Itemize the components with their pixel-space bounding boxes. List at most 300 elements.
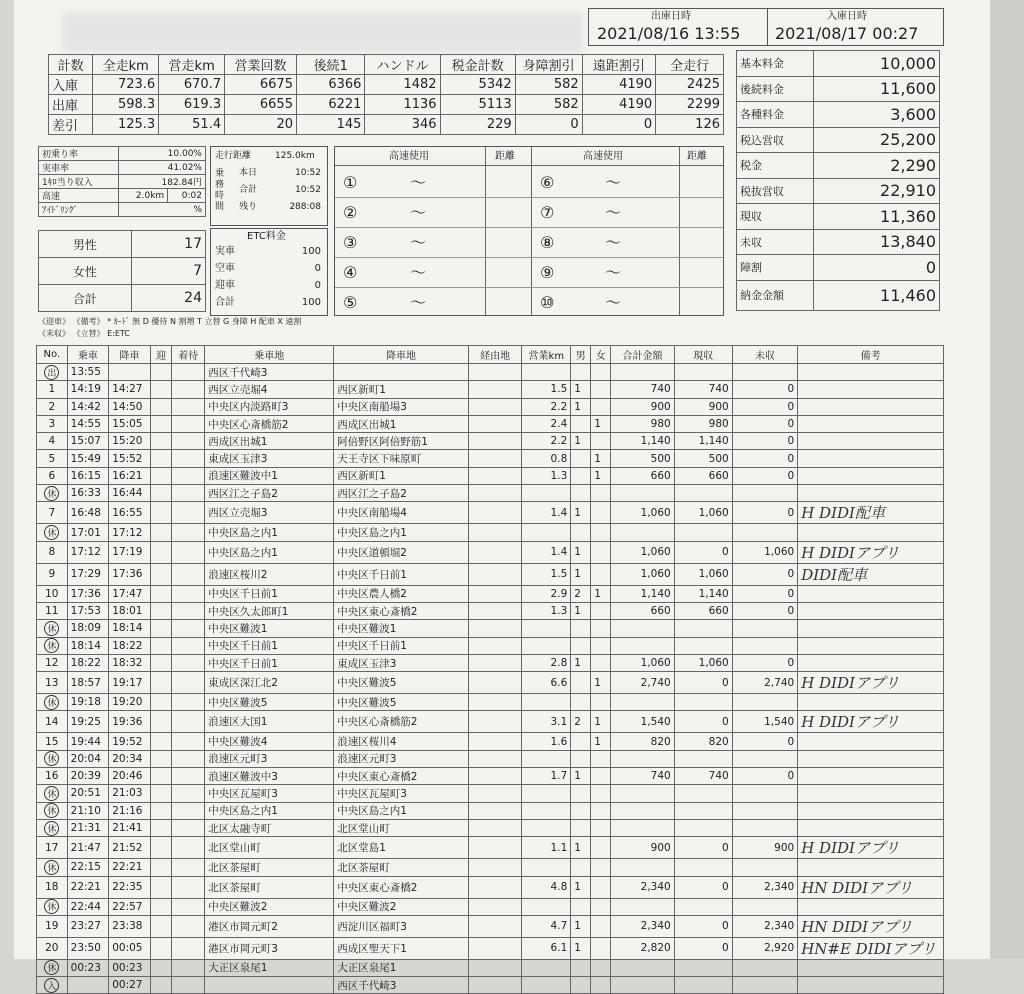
trip-cell: 17:29 [70,568,101,581]
trip-cell: 660 [708,469,729,482]
trip-cell: 13 [45,676,59,689]
trip-cell: 東成区玉津3 [208,453,268,466]
stats-cell: 1136 [365,95,440,115]
trip-cell: 18:57 [70,676,101,689]
trip-row [37,654,944,671]
trip-note: H DIDIアプリ [801,674,900,693]
trip-cell: 15:07 [70,435,101,448]
trip-cell: 中央区心斎橋筋2 [208,418,289,431]
trip-cell: 18:09 [70,622,101,635]
trip-cell: 21:52 [112,841,143,854]
trip-cell: 1 [574,920,581,933]
trip-cell: 2 [48,400,56,413]
trip-status-mark: 休 [44,821,59,836]
trip-cell: 00:23 [112,961,143,974]
trip-cell: 1,540 [764,715,795,728]
trip-row [37,433,944,450]
trip-cell: 1,140 [640,587,671,600]
trip-cell: 1,060 [764,546,795,559]
trip-cell: 1 [574,942,581,955]
drive-row-label: 本日 [239,168,258,178]
stats-cell: 582 [515,75,582,95]
trip-cell: 西区新町1 [337,470,386,483]
trip-cell: 740 [650,383,671,396]
trip-cell: 1 [594,587,601,600]
fee-value: 11,460 [814,280,940,310]
trip-cell: 2,740 [640,676,671,689]
trip-cell: 中央区難波2 [208,901,268,914]
stats-cell: 598.3 [93,95,159,115]
fee-label: 基本料金 [737,51,814,77]
trip-cell: 1 [594,676,601,689]
trip-cell: 中央区東心斎橋2 [337,605,418,618]
etc-box [210,228,328,316]
rate-cell: 実車率 [39,161,119,175]
trip-cell: 中央区島之内1 [208,546,278,559]
trip-cell: 中央区難波1 [337,622,397,635]
trip-cell: 21:41 [112,822,143,835]
trip-row [37,398,944,415]
trip-cell: 15:52 [112,452,143,465]
trip-cell: 17:36 [112,568,143,581]
stats-col-header: 全走km [93,55,159,75]
trip-cell: 1,140 [698,587,729,600]
trip-cell: 中央区東心斎橋2 [337,881,418,894]
drive-row-label: 残り [239,202,258,212]
trip-cell: 0 [787,735,795,748]
trip-cell: 中央区久太郎町1 [208,605,289,618]
trip-cell: 1,060 [698,506,729,519]
trip-cell: 22:35 [112,881,143,894]
highway-tilde: ～ [605,263,622,282]
stats-cell: 723.6 [93,75,159,95]
trip-cell: 2 [574,587,581,600]
trip-row [37,937,944,959]
passenger-count: 7 [131,258,205,285]
fee-value: 25,200 [814,127,940,153]
stats-col-header: 営走km [159,55,225,75]
hw-head-right: 高速使用 [583,151,623,162]
trip-cell: 740 [650,770,671,783]
stats-cell: 2425 [656,75,724,95]
trip-cell: 18 [45,881,59,894]
rate-cell: 41.02% [119,161,206,175]
trip-cell: 0 [787,383,795,396]
trip-cell: 浪速区桜川4 [337,736,397,749]
trip-col-header: 女 [591,346,611,364]
trip-cell: 6.6 [550,676,568,689]
trip-col-header: 降車 [109,346,151,364]
stats-cell: 1482 [365,75,440,95]
trip-cell: 16:33 [70,487,101,500]
trip-cell: 20:46 [112,770,143,783]
trip-cell: 16:44 [112,487,143,500]
trip-cell: 2 [574,715,581,728]
highway-tilde: ～ [410,173,427,192]
trip-cell: 中央区島之内1 [337,527,407,540]
trip-cell: 1,060 [640,546,671,559]
trip-cell: 1,140 [698,435,729,448]
trip-cell: 1 [48,383,56,396]
trip-cell: 2,340 [640,881,671,894]
trip-cell: 2,740 [764,676,795,689]
trip-row [37,859,944,876]
trip-cell: 22:15 [70,861,101,874]
trip-cell: 阿倍野区阿倍野筋1 [337,435,428,448]
trip-cell: 1.7 [550,770,568,783]
stats-cell: 6366 [296,75,364,95]
fee-value: 11,360 [814,204,940,230]
trip-cell: 0 [722,881,729,894]
trip-row [37,733,944,750]
trip-cell: 23:50 [70,942,101,955]
hw-head-left: 高速使用 [389,151,429,162]
trip-cell: 1 [574,657,581,669]
stats-col-header: 身障割引 [515,55,582,75]
trip-cell: 0.8 [550,452,568,465]
trip-row [37,672,944,694]
trip-cell: 4.8 [550,881,568,894]
fee-value: 0 [814,255,940,281]
trip-cell: 17:01 [70,526,101,539]
fee-label: 税金 [737,153,814,179]
trip-cell: 中央区心斎橋筋2 [337,716,418,729]
trip-cell: 西成区出城1 [208,435,268,448]
trip-row [37,819,944,836]
etc-row-value: 0 [314,263,321,274]
trip-note: HN DIDIアプリ [801,878,913,897]
trip-cell: 1 [594,418,601,431]
background-desk [990,0,1024,959]
trip-cell: 0 [722,841,729,854]
trip-note: DIDI配車 [801,565,868,584]
trip-cell: 21:31 [70,822,101,835]
trip-row [37,876,944,898]
trip-cell: 0 [787,435,795,448]
trip-cell: 16:21 [112,469,143,482]
drive-row-value: 10:52 [295,185,321,195]
trip-cell: 0 [722,546,729,559]
highway-slot-number: ① [343,173,358,192]
trip-cell: 1,140 [640,435,671,448]
fee-label: 後続料金 [737,76,814,102]
trip-cell: 7 [48,506,56,519]
trip-cell: 北区堂山町 [208,842,261,855]
trip-cell: 北区茶屋町 [208,881,261,894]
trip-cell: 22:21 [70,881,101,894]
stats-cell: 6655 [225,95,297,115]
stats-cell: 2299 [656,95,724,115]
trip-cell: 17:19 [112,546,143,559]
trips-table [36,345,944,994]
trip-col-header: 乗車地 [205,346,334,364]
trip-cell: 1 [574,435,581,448]
stats-cell: 6675 [225,75,297,95]
trip-note: H DIDIアプリ [801,839,900,858]
trip-col-header: 合計金額 [611,346,674,364]
trip-cell: 0 [787,587,795,600]
trip-cell: 18:22 [70,657,101,669]
stats-cell: 670.7 [159,75,225,95]
stats-col-header: 遠距割引 [582,55,656,75]
stats-cell: 619.3 [159,95,225,115]
trip-cell: 中央区南船場4 [337,507,407,520]
trip-status-mark: 休 [44,621,59,636]
trip-cell: 1 [574,881,581,894]
fee-value: 22,910 [814,178,940,204]
trip-note: HN DIDIアプリ [801,917,913,936]
trip-note: H DIDIアプリ [801,713,900,732]
trip-cell: 1 [594,735,601,748]
trip-cell: 20:04 [70,752,101,765]
trip-cell: 2.9 [550,587,568,600]
drive-dist-value: 125.0km [275,151,315,161]
stats-row-label: 差引 [49,115,93,135]
trip-cell: 00:23 [70,961,101,974]
fee-label: 現収 [737,204,814,230]
stats-cell: 145 [296,115,364,135]
rate-cell: 2.0km [119,189,168,203]
stats-row-label: 入庫 [49,75,93,95]
stats-cell: 51.4 [159,115,225,135]
trip-cell: 0 [787,400,795,413]
trip-cell: 東成区深江北2 [208,677,278,690]
trip-cell: 9 [48,568,56,581]
trip-cell: 6 [48,469,56,482]
highway-tilde: ～ [410,263,427,282]
trip-row [37,750,944,767]
trip-row [37,768,944,785]
trip-cell: 660 [708,605,729,618]
rate-cell: 1ｷﾛ当り収入 [39,175,119,189]
trip-cell: 北区茶屋町 [337,861,390,874]
trip-cell: 23:38 [112,920,143,933]
trip-status-mark: 休 [44,751,59,766]
trip-cell: 22:44 [70,900,101,913]
highway-tilde: ～ [605,233,622,252]
trip-cell: 2,340 [764,881,795,894]
trip-cell: 中央区島之内1 [208,527,278,540]
trip-cell: 21:47 [70,841,101,854]
trip-cell: 浪速区元町3 [208,753,268,766]
trip-note: H DIDIアプリ [801,543,900,562]
trip-cell: 浪速区桜川2 [208,568,268,581]
trip-cell: 西区千代崎3 [208,366,268,379]
trip-cell: 0 [722,920,729,933]
trip-col-header: 現収 [674,346,732,364]
trip-cell: 17:12 [70,546,101,559]
trip-cell: 820 [708,735,729,748]
trip-cell: 13:55 [70,366,101,379]
in-datetime: 2021/08/17 00:27 [775,24,919,43]
highway-tilde: ～ [410,203,427,222]
trip-cell: 東成区玉津3 [337,657,397,670]
trip-status-mark: 出 [44,365,59,380]
stats-cell: 126 [656,115,724,135]
trip-status-mark: 休 [44,638,59,653]
trip-cell: 西区新町1 [337,383,386,396]
trip-cell: 1 [574,841,581,854]
fee-value: 11,600 [814,76,940,102]
trip-cell: 浪速区難波中3 [208,770,278,783]
highway-slot-number: ⑦ [540,203,555,222]
trip-cell: 980 [650,418,671,431]
trip-cell: 0 [787,452,795,465]
trip-cell: 1,060 [640,506,671,519]
trip-row [37,381,944,398]
trip-cell: 18:01 [112,605,143,618]
trip-cell: 中央区内淡路町3 [208,401,289,414]
trip-row [37,563,944,585]
trip-row [37,524,944,541]
rates-table [38,146,206,217]
highway-tilde: ～ [410,293,427,312]
trip-cell: 中央区難波5 [337,696,397,709]
passenger-count: 24 [131,285,205,312]
trip-cell: 19:52 [112,735,143,748]
stats-cell: 6221 [296,95,364,115]
trip-cell: 1 [594,715,601,728]
trip-cell: 16:15 [70,469,101,482]
highway-slot-number: ⑥ [540,173,555,192]
trip-cell: 2.8 [550,657,568,669]
trip-cell: 900 [650,400,671,413]
trip-cell: 1 [574,605,581,618]
trip-cell: 中央区農人橋2 [337,588,407,601]
trip-cell: 西淀川区福町3 [337,920,407,933]
passenger-table [38,230,206,312]
trip-status-mark: 休 [44,860,59,875]
out-label: 出庫日時 [651,11,691,22]
trip-cell: 1,060 [698,657,729,669]
trip-cell: 西区江之子島2 [208,487,278,500]
trip-cell: 3 [48,418,56,431]
stats-cell: 125.3 [93,115,159,135]
trip-row [37,620,944,637]
passenger-count: 17 [131,231,205,258]
trip-cell: 22:57 [112,900,143,913]
etc-row-label: 空車 [215,263,235,274]
trip-row [37,711,944,733]
fee-label: 各種料金 [737,102,814,128]
trip-cell: 4.7 [550,920,568,933]
trip-cell: 15:20 [112,435,143,448]
trip-cell: 3.1 [550,715,568,728]
drive-time-box [210,146,328,226]
stats-cell: 582 [515,95,582,115]
highway-slot-number: ⑩ [540,293,555,312]
trip-cell: 1.5 [550,568,568,581]
fee-value: 3,600 [814,102,940,128]
highway-slot-number: ⑨ [540,263,555,282]
trip-cell: 500 [708,452,729,465]
trip-cell: 16:48 [70,506,101,519]
trip-cell: 西区立売堀4 [208,383,268,396]
in-label: 入庫日時 [827,11,867,22]
trip-cell: 23:27 [70,920,101,933]
trip-cell: 中央区難波5 [208,696,268,709]
stats-col-header: 後続1 [296,55,364,75]
trip-cell: 2,920 [764,942,795,955]
trip-cell: 1.5 [550,383,568,396]
trip-cell: 17:53 [70,605,101,618]
trip-col-header: 迎 [150,346,171,364]
highway-tilde: ～ [410,233,427,252]
trip-cell: 20:39 [70,770,101,783]
trip-cell: 0 [722,676,729,689]
trip-row [37,364,944,381]
trip-cell: 19 [45,920,59,933]
trip-col-header: 乗車 [67,346,109,364]
trip-cell: 22:21 [112,861,143,874]
drive-dist-label: 走行距離 [215,151,252,161]
highway-slot-number: ② [343,203,358,222]
fee-value: 13,840 [814,229,940,255]
trip-cell: 20 [45,942,59,955]
trip-cell: 中央区難波5 [337,677,397,690]
trip-note: HN#E DIDIアプリ [801,939,936,958]
trip-col-header: 男 [571,346,591,364]
trip-cell: 2.2 [550,435,568,448]
trip-cell: 740 [708,383,729,396]
trip-cell: 1 [574,400,581,413]
rate-cell: % [119,203,206,217]
trip-row [37,467,944,484]
trip-row [37,802,944,819]
trip-cell: 1 [574,506,581,519]
trip-cell: 中央区千日前1 [337,640,407,653]
trip-cell: 北区太融寺町 [208,822,272,835]
trip-cell: 19:17 [112,676,143,689]
trip-cell: 00:27 [112,979,143,992]
trip-cell: 18:22 [112,639,143,652]
trip-cell: 中央区千日前1 [208,657,278,670]
stats-cell: 0 [582,115,656,135]
trip-cell: 18:14 [112,622,143,635]
trip-status-mark: 休 [44,486,59,501]
trip-cell: 15 [45,735,59,748]
trip-cell: 20:51 [70,787,101,800]
trip-cell: 5 [48,452,56,465]
trip-cell: 1 [574,546,581,559]
trip-row [37,637,944,654]
trip-row [37,541,944,563]
trip-cell: 1,540 [640,715,671,728]
highway-box [334,146,724,316]
trip-cell: 980 [708,418,729,431]
trip-cell: 中央区道頓堀2 [337,546,407,559]
date-box [588,8,944,46]
rate-cell: 0:02 [168,189,206,203]
trip-row [37,915,944,937]
trip-col-header: 降車地 [334,346,469,364]
stats-cell: 346 [365,115,440,135]
trip-cell: 17:36 [70,587,101,600]
passenger-label: 合計 [39,285,132,312]
trip-col-header: No. [37,346,68,364]
trip-col-header: 営業km [522,346,571,364]
stats-col-header: 全走行 [656,55,724,75]
trip-cell: 西成区聖天下1 [337,942,407,955]
etc-row-value: 100 [301,297,321,308]
rate-cell: 初乗り率 [39,147,119,161]
trip-cell: 900 [774,841,795,854]
stats-table [48,54,724,135]
trip-cell: 大正区泉尾1 [337,962,397,975]
fees-table [736,50,940,311]
trip-cell: 中央区瓦屋町3 [208,787,278,800]
trip-status-mark: 休 [44,695,59,710]
